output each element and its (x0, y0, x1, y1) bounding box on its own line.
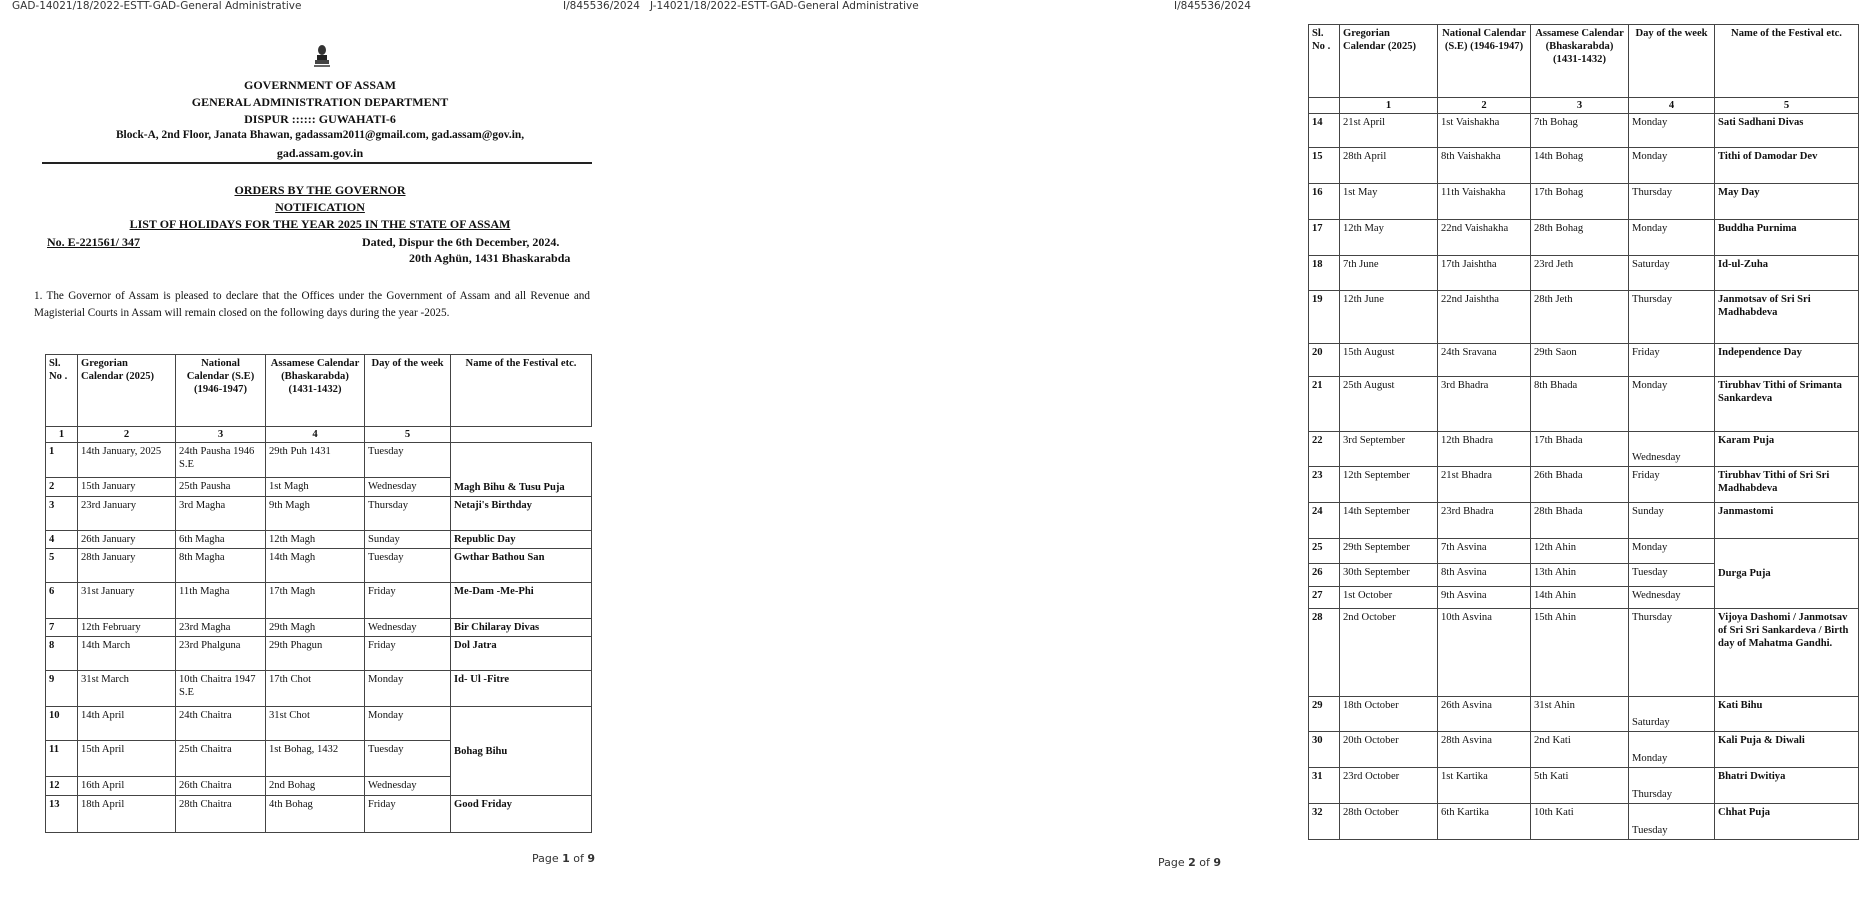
cell-day: Monday (1629, 220, 1715, 256)
cell-day: Thursday (1629, 184, 1715, 220)
table-row (46, 796, 592, 833)
cell-assamese: 8th Bhada (1531, 377, 1629, 432)
cell-day: Monday (1629, 148, 1715, 184)
cell-assamese: 14th Magh (266, 549, 365, 583)
table-row (1309, 467, 1859, 503)
cell-national: 9th Asvina (1438, 587, 1531, 609)
cell-gregorian: 1st May (1340, 184, 1438, 220)
cell-assamese: 1st Bohag, 1432 (266, 741, 365, 777)
table-row (1309, 344, 1859, 377)
notification-heading: NOTIFICATION (275, 200, 365, 214)
cell-gregorian: 14th March (78, 637, 176, 671)
cell-sl: 29 (1309, 697, 1340, 732)
col-header-sl: Sl. No . (46, 355, 78, 427)
table-row (1309, 377, 1859, 432)
cell-festival: Janmastomi (1715, 503, 1859, 539)
col-index: 4 (266, 427, 365, 443)
cell-national: 28th Chaitra (176, 796, 266, 833)
cell-day: Friday (365, 583, 451, 619)
table-row (1309, 609, 1859, 697)
cell-gregorian: 1st October (1340, 587, 1438, 609)
cell-festival: Independence Day (1715, 344, 1859, 377)
cell-assamese: 31st Chot (266, 707, 365, 741)
cell-gregorian: 29th September (1340, 539, 1438, 564)
table-row (46, 443, 592, 478)
cell-day: Tuesday (1629, 564, 1715, 587)
cell-assamese: 17th Magh (266, 583, 365, 619)
department-address: Block-A, 2nd Floor, Janata Bhawan, gadassam2011@gmail.com, gad.assam@gov.in, (115, 129, 525, 141)
cell-day: Sunday (1629, 503, 1715, 539)
cell-festival: Chhat Puja (1715, 804, 1859, 840)
table-row (1309, 732, 1859, 768)
cell-day: Wednesday (365, 777, 451, 796)
table-row (1309, 768, 1859, 804)
table-row (1309, 148, 1859, 184)
footer-page-total: 9 (587, 852, 596, 865)
cell-national: 6th Magha (176, 531, 266, 549)
cell-national: 25th Chaitra (176, 741, 266, 777)
col-index: 5 (365, 427, 451, 443)
cell-national: 23rd Magha (176, 619, 266, 637)
cell-festival: Dol Jatra (451, 637, 592, 671)
table-row (1309, 220, 1859, 256)
cell-national: 24th Chaitra (176, 707, 266, 741)
notification-date: Dated, Dispur the 6th December, 2024. (362, 235, 560, 249)
footer-page-total: 9 (1213, 856, 1222, 869)
cell-assamese: 2nd Bohag (266, 777, 365, 796)
cell-day: Tuesday (365, 443, 451, 478)
table-row (1309, 184, 1859, 220)
cell-national: 8th Magha (176, 549, 266, 583)
cell-assamese: 31st Ahin (1531, 697, 1629, 732)
cell-sl: 24 (1309, 503, 1340, 539)
cell-national: 23rd Bhadra (1438, 503, 1531, 539)
cell-gregorian: 23rd January (78, 497, 176, 531)
cell-national: 22nd Jaishtha (1438, 291, 1531, 344)
cell-festival-merged: Magh Bihu & Tusu Puja (451, 443, 592, 497)
cell-gregorian: 18th October (1340, 697, 1438, 732)
cell-sl: 3 (46, 497, 78, 531)
cell-festival: Janmotsav of Sri Sri Madhabdeva (1715, 291, 1859, 344)
cell-day: Friday (1629, 467, 1715, 503)
col-index: 5 (1715, 98, 1859, 114)
cell-sl: 27 (1309, 587, 1340, 609)
cell-assamese: 28th Jeth (1531, 291, 1629, 344)
cell-assamese: 13th Ahin (1531, 564, 1629, 587)
cell-sl: 23 (1309, 467, 1340, 503)
cell-national: 1st Vaishakha (1438, 114, 1531, 148)
cell-sl: 21 (1309, 377, 1340, 432)
cell-festival: Id-ul-Zuha (1715, 256, 1859, 291)
cell-gregorian: 28th October (1340, 804, 1438, 840)
cell-gregorian: 26th January (78, 531, 176, 549)
cell-assamese: 29th Saon (1531, 344, 1629, 377)
footer-label: Page (532, 852, 563, 865)
cell-day: Monday (1629, 732, 1715, 768)
cell-assamese: 12th Ahin (1531, 539, 1629, 564)
cell-festival: Karam Puja (1715, 432, 1859, 467)
cell-festival: Tithi of Damodar Dev (1715, 148, 1859, 184)
cell-sl: 13 (46, 796, 78, 833)
cell-national: 21st Bhadra (1438, 467, 1531, 503)
cell-gregorian: 31st January (78, 583, 176, 619)
cell-sl: 7 (46, 619, 78, 637)
cell-sl: 1 (46, 443, 78, 478)
cell-festival: Tirubhav Tithi of Srimanta Sankardeva (1715, 377, 1859, 432)
file-reference: GAD-14021/18/2022-ESTT-GAD-General Administrative (12, 0, 302, 12)
notification-paragraph: 1. The Governor of Assam is pleased to declare that the Offices under the Government of Assam and all Revenue and Magisterial Courts in Assam will remain closed on the following days during the year -2025. (34, 290, 590, 319)
cell-festival-merged: Durga Puja (1715, 539, 1859, 609)
cell-assamese: 29th Puh 1431 (266, 443, 365, 478)
cell-sl: 31 (1309, 768, 1340, 804)
cell-festival: Republic Day (451, 531, 592, 549)
cell-sl: 19 (1309, 291, 1340, 344)
cell-day: Friday (1629, 344, 1715, 377)
cell-day: Wednesday (365, 619, 451, 637)
table-row (1309, 114, 1859, 148)
cell-day: Saturday (1629, 256, 1715, 291)
file-reference: J-14021/18/2022-ESTT-GAD-General Administrative (650, 0, 919, 12)
cell-assamese: 29th Phagun (266, 637, 365, 671)
govt-name: GOVERNMENT OF ASSAM (243, 78, 396, 92)
table-row (46, 637, 592, 671)
cell-sl: 10 (46, 707, 78, 741)
cell-national: 22nd Vaishakha (1438, 220, 1531, 256)
cell-sl: 12 (46, 777, 78, 796)
cell-sl: 30 (1309, 732, 1340, 768)
cell-sl: 25 (1309, 539, 1340, 564)
document-page-2 (640, 0, 1849, 922)
cell-day: Wednesday (1629, 587, 1715, 609)
footer-of: of (569, 852, 588, 865)
cell-sl: 20 (1309, 344, 1340, 377)
header-divider (42, 162, 592, 164)
cell-assamese: 5th Kati (1531, 768, 1629, 804)
cell-sl: 22 (1309, 432, 1340, 467)
cell-gregorian: 30th September (1340, 564, 1438, 587)
col-index (1309, 98, 1340, 114)
table-row (1309, 432, 1859, 467)
cell-sl: 15 (1309, 148, 1340, 184)
cell-festival: Sati Sadhani Divas (1715, 114, 1859, 148)
cell-national: 6th Kartika (1438, 804, 1531, 840)
holiday-table-1 (45, 354, 592, 833)
cell-gregorian: 14th September (1340, 503, 1438, 539)
cell-national: 10th Asvina (1438, 609, 1531, 697)
cell-gregorian: 12th May (1340, 220, 1438, 256)
col-index: 2 (78, 427, 176, 443)
table-row (46, 549, 592, 583)
cell-day: Tuesday (365, 549, 451, 583)
document-page-1 (0, 0, 640, 922)
cell-gregorian: 12th February (78, 619, 176, 637)
cell-gregorian: 18th April (78, 796, 176, 833)
cell-gregorian: 12th June (1340, 291, 1438, 344)
page-footer (532, 852, 595, 865)
cell-day: Tuesday (365, 741, 451, 777)
cell-gregorian: 12th September (1340, 467, 1438, 503)
col-header-gregorian: Gregorian Calendar (2025) (78, 355, 176, 427)
cell-festival: Kati Bihu (1715, 697, 1859, 732)
col-header-assamese: Assamese Calendar (Bhaskarabda) (1431-1432) (266, 355, 365, 427)
cell-festival-merged: Bohag Bihu (451, 707, 592, 796)
cell-day: Sunday (365, 531, 451, 549)
cell-sl: 28 (1309, 609, 1340, 697)
col-index: 1 (46, 427, 78, 443)
cell-gregorian: 28th April (1340, 148, 1438, 184)
cell-assamese: 17th Bohag (1531, 184, 1629, 220)
cell-day: Friday (365, 637, 451, 671)
cell-day: Monday (1629, 539, 1715, 564)
cell-assamese: 1st Magh (266, 478, 365, 497)
table-row (1309, 291, 1859, 344)
cell-national: 8th Vaishakha (1438, 148, 1531, 184)
table-row (46, 583, 592, 619)
cell-day: Monday (365, 707, 451, 741)
cell-festival: Vijoya Dashomi / Janmotsav of Sri Sri Sankardeva / Birth day of Mahatma Gandhi. (1715, 609, 1859, 697)
col-index: 1 (1340, 98, 1438, 114)
cell-festival: Id- Ul -Fitre (451, 671, 592, 707)
cell-day: Wednesday (365, 478, 451, 497)
cell-assamese: 14th Ahin (1531, 587, 1629, 609)
notification-date-assamese: 20th Aghün, 1431 Bhaskarabda (409, 251, 571, 265)
cell-gregorian: 23rd October (1340, 768, 1438, 804)
cell-sl: 18 (1309, 256, 1340, 291)
col-header-assamese: Assamese Calendar (Bhaskarabda) (1431-1432) (1531, 25, 1629, 98)
cell-sl: 8 (46, 637, 78, 671)
cell-assamese: 28th Bohag (1531, 220, 1629, 256)
cell-gregorian: 2nd October (1340, 609, 1438, 697)
cell-sl: 32 (1309, 804, 1340, 840)
cell-assamese: 15th Ahin (1531, 609, 1629, 697)
cell-national: 11th Magha (176, 583, 266, 619)
department-website: gad.assam.gov.in (276, 146, 364, 160)
cell-national: 24th Sravana (1438, 344, 1531, 377)
cell-festival: Me-Dam -Me-Phi (451, 583, 592, 619)
cell-national: 3rd Bhadra (1438, 377, 1531, 432)
cell-national: 24th Pausha 1946 S.E (176, 443, 266, 478)
cell-assamese: 17th Chot (266, 671, 365, 707)
cell-assamese: 14th Bohag (1531, 148, 1629, 184)
cell-national: 28th Asvina (1438, 732, 1531, 768)
cell-festival: Buddha Purnima (1715, 220, 1859, 256)
cell-gregorian: 15th August (1340, 344, 1438, 377)
cell-sl: 11 (46, 741, 78, 777)
document-id: I/845536/2024 (1174, 0, 1251, 12)
cell-sl: 16 (1309, 184, 1340, 220)
cell-gregorian: 31st March (78, 671, 176, 707)
table-row (46, 707, 592, 741)
table-row (1309, 539, 1859, 564)
footer-label: Page (1158, 856, 1189, 869)
cell-festival: Tirubhav Tithi of Sri Sri Madhabdeva (1715, 467, 1859, 503)
cell-festival: Netaji's Birthday (451, 497, 592, 531)
cell-assamese: 26th Bhada (1531, 467, 1629, 503)
cell-sl: 17 (1309, 220, 1340, 256)
list-title: LIST OF HOLIDAYS FOR THE YEAR 2025 IN THE STATE OF ASSAM (129, 217, 511, 231)
cell-gregorian: 28th January (78, 549, 176, 583)
notification-number: No. E-221561/ 347 (47, 235, 140, 249)
cell-national: 25th Pausha (176, 478, 266, 497)
holiday-table-2 (1308, 24, 1859, 840)
cell-sl: 4 (46, 531, 78, 549)
orders-heading: ORDERS BY THE GOVERNOR (234, 183, 406, 197)
cell-assamese: 4th Bohag (266, 796, 365, 833)
table-row (1309, 697, 1859, 732)
col-index: 3 (176, 427, 266, 443)
col-header-gregorian: Gregorian Calendar (2025) (1340, 25, 1438, 98)
cell-assamese: 9th Magh (266, 497, 365, 531)
cell-gregorian: 7th June (1340, 256, 1438, 291)
department-city: DISPUR :::::: GUWAHATI-6 (244, 112, 396, 126)
cell-national: 7th Asvina (1438, 539, 1531, 564)
col-index: 4 (1629, 98, 1715, 114)
cell-sl: 9 (46, 671, 78, 707)
cell-sl: 2 (46, 478, 78, 497)
cell-gregorian: 20th October (1340, 732, 1438, 768)
cell-sl: 5 (46, 549, 78, 583)
col-header-national: National Calendar (S.E) (1946-1947) (1438, 25, 1531, 98)
col-header-festival: Name of the Festival etc. (1715, 25, 1859, 98)
cell-sl: 26 (1309, 564, 1340, 587)
cell-festival: Kali Puja & Diwali (1715, 732, 1859, 768)
document-id: I/845536/2024 (563, 0, 640, 12)
cell-sl: 6 (46, 583, 78, 619)
cell-gregorian: 15th April (78, 741, 176, 777)
footer-page-number: 2 (1188, 856, 1196, 869)
cell-assamese: 29th Magh (266, 619, 365, 637)
cell-national: 26th Asvina (1438, 697, 1531, 732)
col-header-day: Day of the week (365, 355, 451, 427)
cell-festival: Gwthar Bathou San (451, 549, 592, 583)
cell-assamese: 7th Bohag (1531, 114, 1629, 148)
cell-gregorian: 16th April (78, 777, 176, 796)
cell-national: 12th Bhadra (1438, 432, 1531, 467)
cell-national: 26th Chaitra (176, 777, 266, 796)
cell-assamese: 10th Kati (1531, 804, 1629, 840)
cell-national: 23rd Phalguna (176, 637, 266, 671)
cell-national: 17th Jaishtha (1438, 256, 1531, 291)
table-row (1309, 804, 1859, 840)
cell-gregorian: 25th August (1340, 377, 1438, 432)
cell-festival: Bir Chilaray Divas (451, 619, 592, 637)
cell-gregorian: 21st April (1340, 114, 1438, 148)
table-row (46, 671, 592, 707)
cell-national: 8th Asvina (1438, 564, 1531, 587)
cell-assamese: 2nd Kati (1531, 732, 1629, 768)
cell-gregorian: 14th January, 2025 (78, 443, 176, 478)
cell-day: Monday (1629, 377, 1715, 432)
cell-national: 3rd Magha (176, 497, 266, 531)
cell-day: Thursday (365, 497, 451, 531)
cell-national: 1st Kartika (1438, 768, 1531, 804)
cell-day: Thursday (1629, 609, 1715, 697)
cell-day: Tuesday (1629, 804, 1715, 840)
cell-assamese: 12th Magh (266, 531, 365, 549)
cell-day: Monday (1629, 114, 1715, 148)
department-name: GENERAL ADMINISTRATION DEPARTMENT (191, 95, 449, 109)
cell-gregorian: 15th January (78, 478, 176, 497)
cell-national: 10th Chaitra 1947 S.E (176, 671, 266, 707)
page-footer (1158, 856, 1221, 869)
table-row (46, 531, 592, 549)
col-index: 3 (1531, 98, 1629, 114)
table-row (1309, 503, 1859, 539)
cell-day: Friday (365, 796, 451, 833)
state-emblem-icon (312, 44, 332, 70)
cell-day: Monday (365, 671, 451, 707)
cell-gregorian: 3rd September (1340, 432, 1438, 467)
table-row (46, 619, 592, 637)
cell-festival: Good Friday (451, 796, 592, 833)
cell-day: Thursday (1629, 768, 1715, 804)
col-header-sl: Sl. No . (1309, 25, 1340, 98)
cell-assamese: 28th Bhada (1531, 503, 1629, 539)
table-row (1309, 256, 1859, 291)
cell-assamese: 23rd Jeth (1531, 256, 1629, 291)
footer-page-number: 1 (562, 852, 570, 865)
col-header-festival: Name of the Festival etc. (451, 355, 592, 427)
col-header-national: National Calendar (S.E) (1946-1947) (176, 355, 266, 427)
cell-assamese: 17th Bhada (1531, 432, 1629, 467)
col-index: 2 (1438, 98, 1531, 114)
cell-day: Saturday (1629, 697, 1715, 732)
footer-of: of (1195, 856, 1214, 869)
cell-day: Wednesday (1629, 432, 1715, 467)
table-row (46, 497, 592, 531)
cell-gregorian: 14th April (78, 707, 176, 741)
cell-sl: 14 (1309, 114, 1340, 148)
cell-day: Thursday (1629, 291, 1715, 344)
col-header-day: Day of the week (1629, 25, 1715, 98)
cell-festival: May Day (1715, 184, 1859, 220)
cell-festival: Bhatri Dwitiya (1715, 768, 1859, 804)
cell-national: 11th Vaishakha (1438, 184, 1531, 220)
